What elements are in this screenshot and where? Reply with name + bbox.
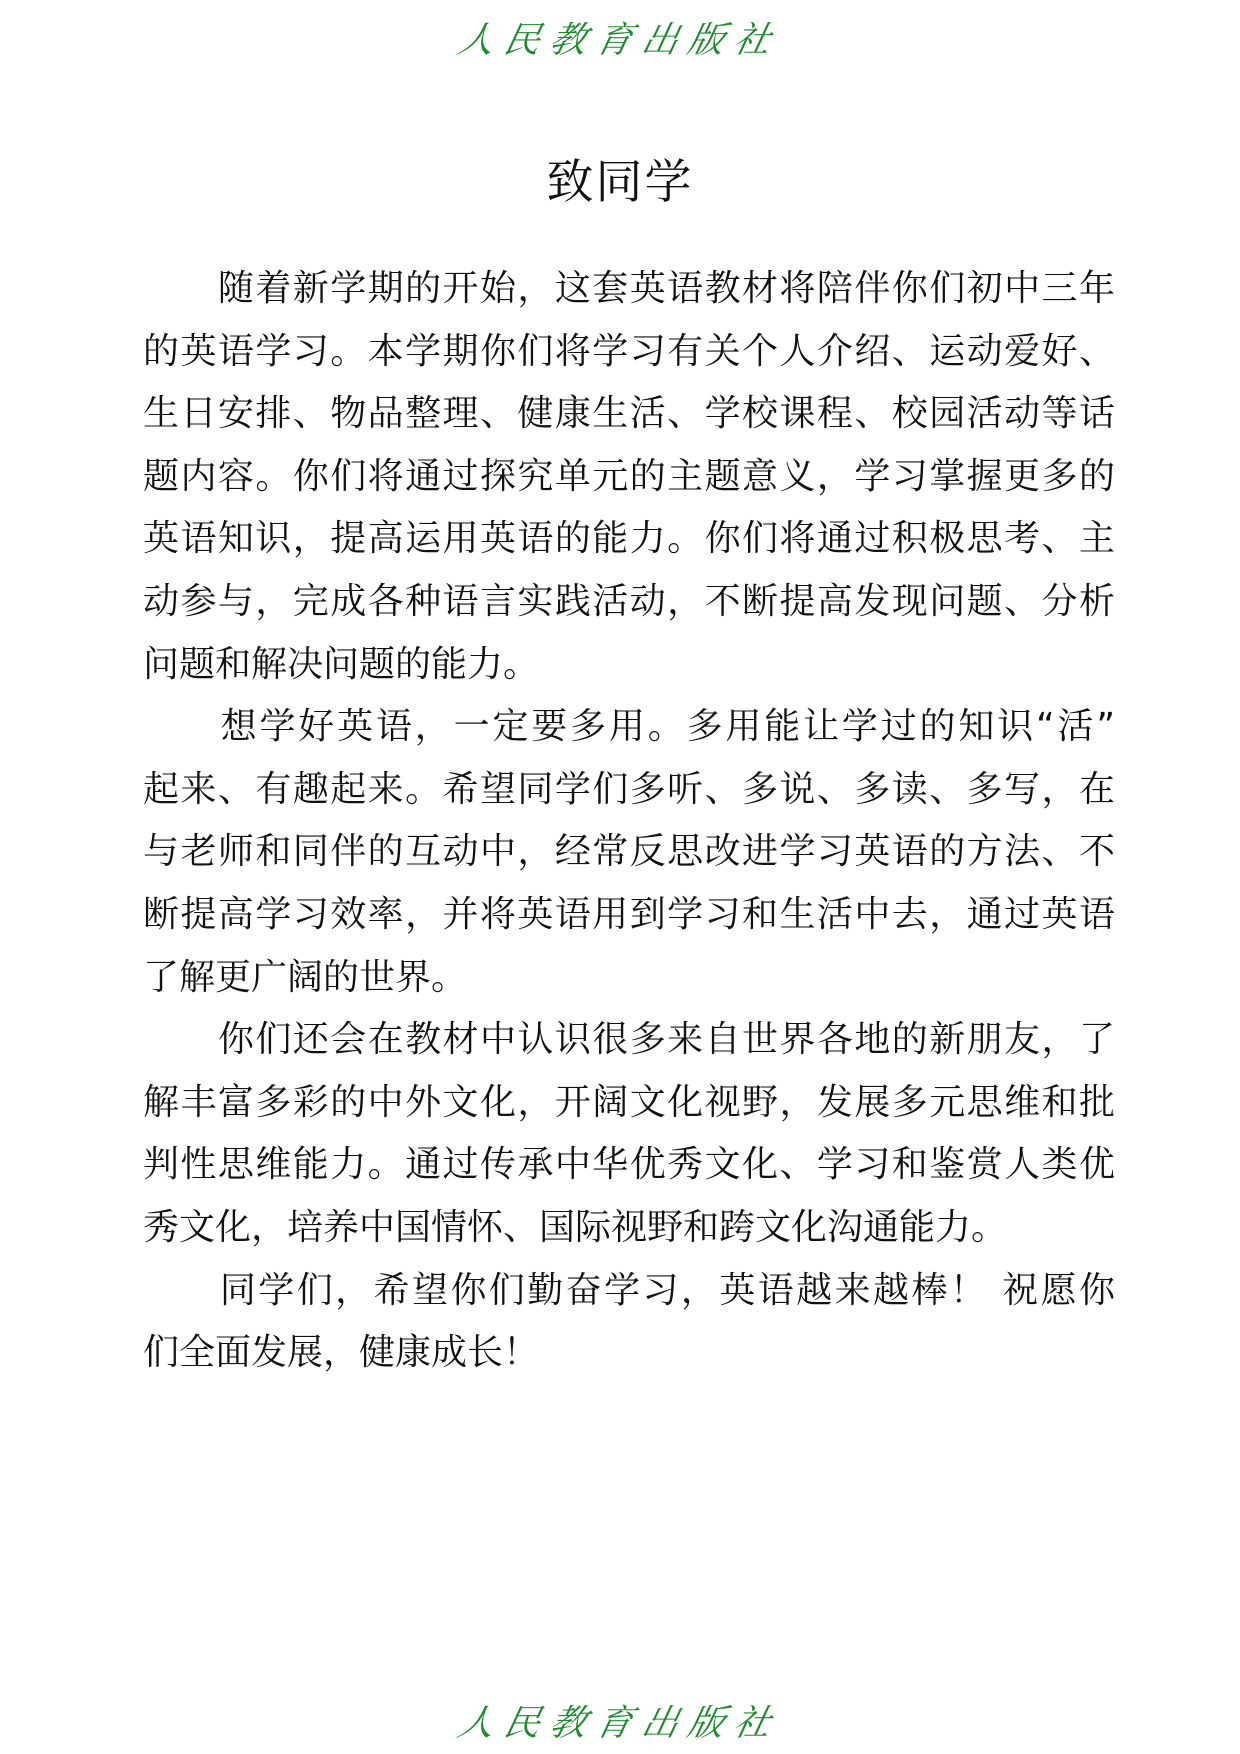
text-line: 动参与，完成各种语言实践活动，不断提高发现问题、分析: [143, 580, 1115, 622]
publisher-logo-header: 人民教育出版社: [453, 20, 785, 61]
text-line: 起来、有趣起来。希望同学们多听、多说、多读、多写，在: [143, 768, 1115, 810]
page-title: 致同学: [546, 155, 694, 210]
text-line: 同学们，希望你们勤奋学习，英语越来越棒！ 祝愿你: [143, 1269, 1115, 1311]
text-line: 们全面发展，健康成长！: [143, 1332, 540, 1374]
text-line: 的英语学习。本学期你们将学习有关个人介绍、运动爱好、: [143, 330, 1115, 372]
paragraph: [143, 696, 1115, 1009]
text-line: 随着新学期的开始，这套英语教材将陪伴你们初中三年: [143, 268, 1115, 309]
text-line: 题内容。你们将通过探究单元的主题意义，学习掌握更多的: [143, 455, 1115, 497]
text-line: 断提高学习效率，并将英语用到学习和生活中去，通过英语: [143, 893, 1115, 935]
text-line: 与老师和同伴的互动中，经常反思改进学习英语的方法、不: [143, 831, 1115, 873]
text-line: 想学好英语，一定要多用。多用能让学过的知识“活”: [143, 706, 1115, 748]
paragraph: [143, 1260, 1115, 1385]
text-line: 生日安排、物品整理、健康生活、学校课程、校园活动等话: [143, 393, 1115, 435]
text-line: 解丰富多彩的中外文化，开阔文化视野，发展多元思维和批: [143, 1081, 1115, 1123]
letter-body: [143, 258, 1115, 1385]
text-line: 了解更广阔的世界。: [143, 956, 468, 998]
paragraph: [143, 258, 1115, 696]
text-line: 英语知识，提高运用英语的能力。你们将通过积极思考、主: [143, 518, 1115, 560]
text-line: 秀文化，培养中国情怀、国际视野和跨文化沟通能力。: [143, 1206, 1008, 1248]
publisher-logo-footer: 人民教育出版社: [453, 1703, 785, 1744]
text-line: 你们还会在教材中认识很多来自世界各地的新朋友，了: [143, 1019, 1115, 1061]
paragraph: [143, 1009, 1115, 1259]
text-line: 判性思维能力。通过传承中华优秀文化、学习和鉴赏人类优: [143, 1144, 1115, 1186]
text-line: 问题和解决问题的能力。: [143, 643, 540, 685]
